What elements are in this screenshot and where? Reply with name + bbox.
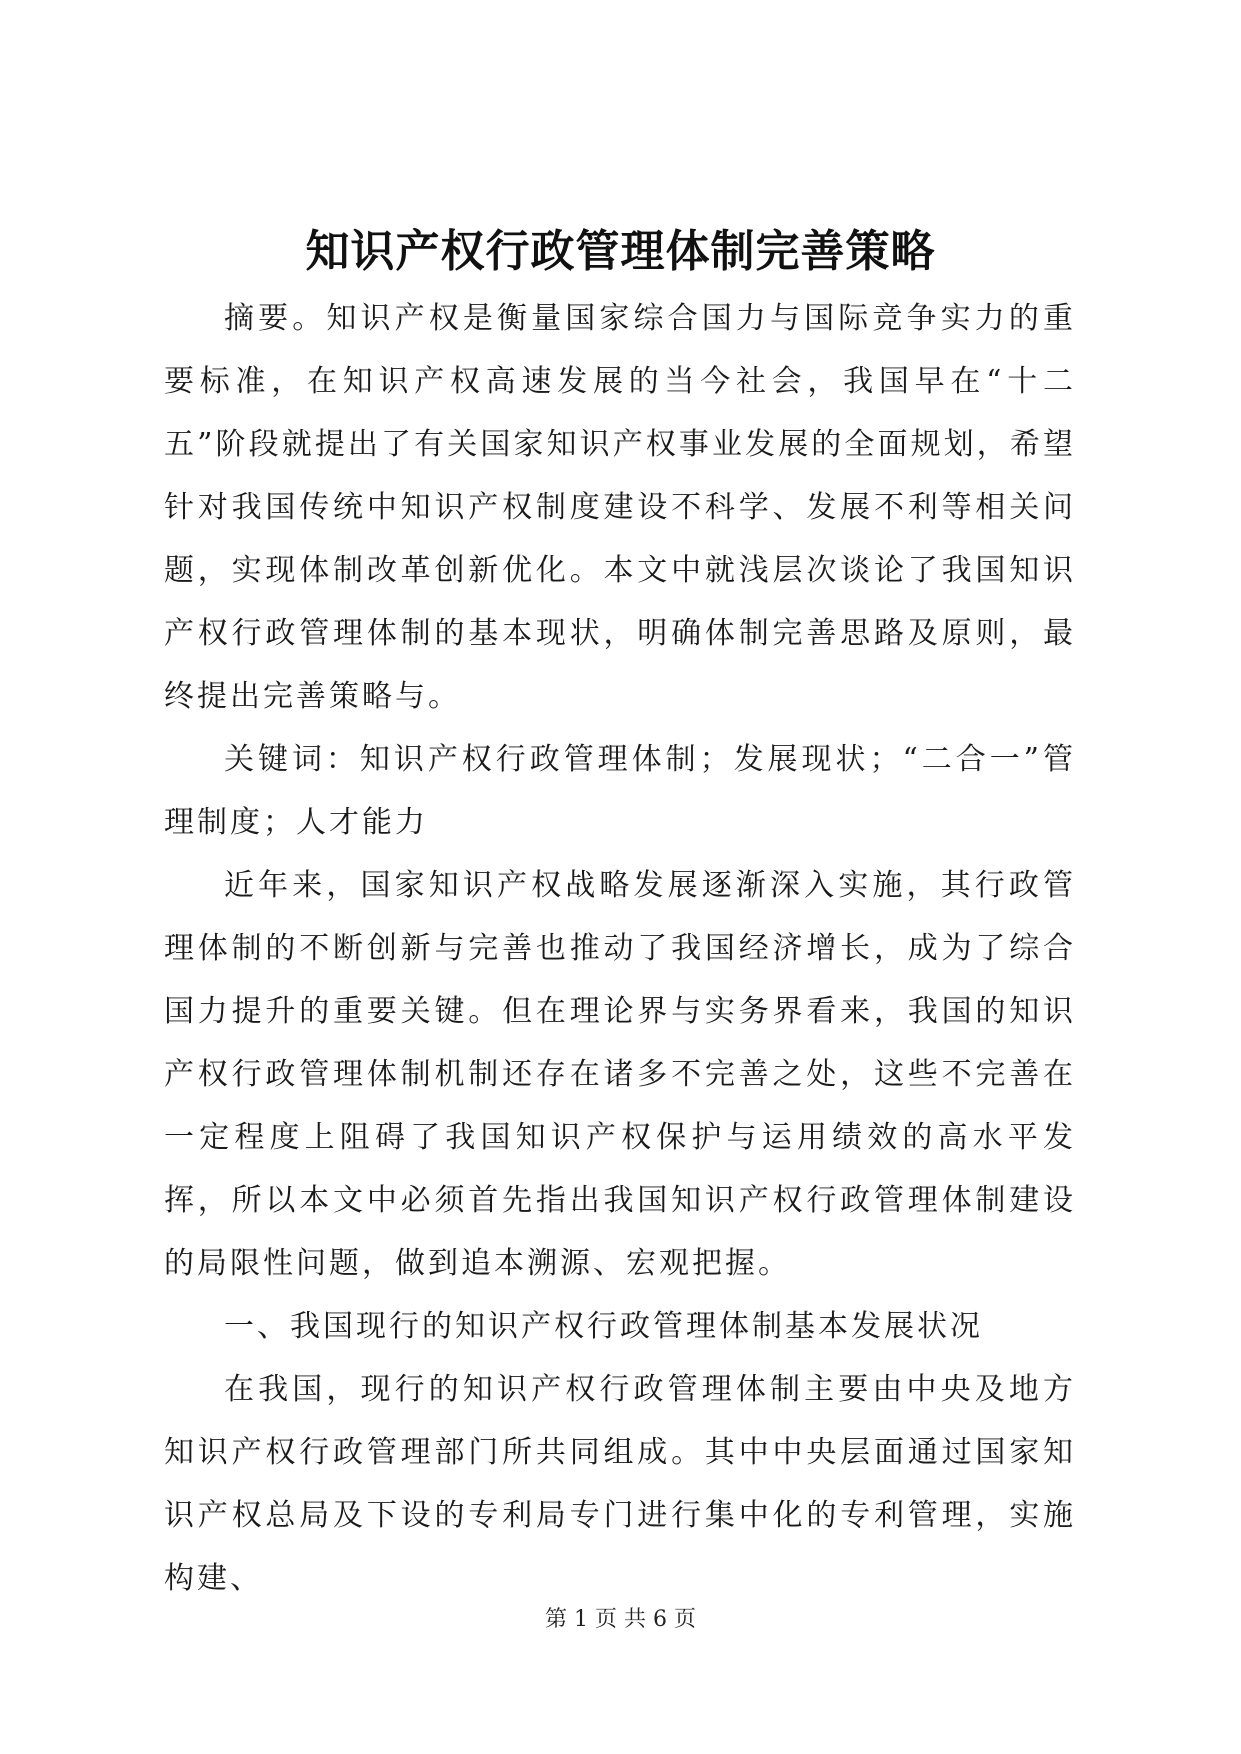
section-paragraph: 在我国，现行的知识产权行政管理体制主要由中央及地方知识产权行政管理部门所共同组成。其中中央层面通过国家知识产权总局及下设的专利局专门进行集中化的专利管理，实施构建、 [164, 1372, 1076, 1596]
abstract-paragraph: 摘要。知识产权是衡量国家综合国力与国际竞争实力的重要标准，在知识产权高速发展的当今社会，我国早在“十二五”阶段就提出了有关国家知识产权事业发展的全面规划，希望针对我国传统中知识产权制度建设不科学、发展不利等相关问题，实现体制改革创新优化。本文中就浅层次谈论了我国知识产权行政管理体制的基本现状，明确体制完善思路及原则，最终提出完善策略与。 [164, 301, 1076, 714]
section-heading: 一、我国现行的知识产权行政管理体制基本发展状况 [224, 1309, 983, 1344]
document-body [164, 287, 1076, 1610]
intro-paragraph: 近年来，国家知识产权战略发展逐渐深入实施，其行政管理体制的不断创新与完善也推动了我国经济增长，成为了综合国力提升的重要关键。但在理论界与实务界看来，我国的知识产权行政管理体制机制还存在诸多不完善之处，这些不完善在一定程度上阻碍了我国知识产权保护与运用绩效的高水平发挥，所以本文中必须首先指出我国知识产权行政管理体制建设的局限性问题，做到追本溯源、宏观把握。 [164, 868, 1076, 1281]
page-number-footer: 第 1 页 共 6 页 [545, 1607, 696, 1632]
document-title: 知识产权行政管理体制完善策略 [305, 226, 936, 277]
keywords-paragraph: 关键词：知识产权行政管理体制；发展现状；“二合一”管理制度；人才能力 [164, 742, 1076, 840]
